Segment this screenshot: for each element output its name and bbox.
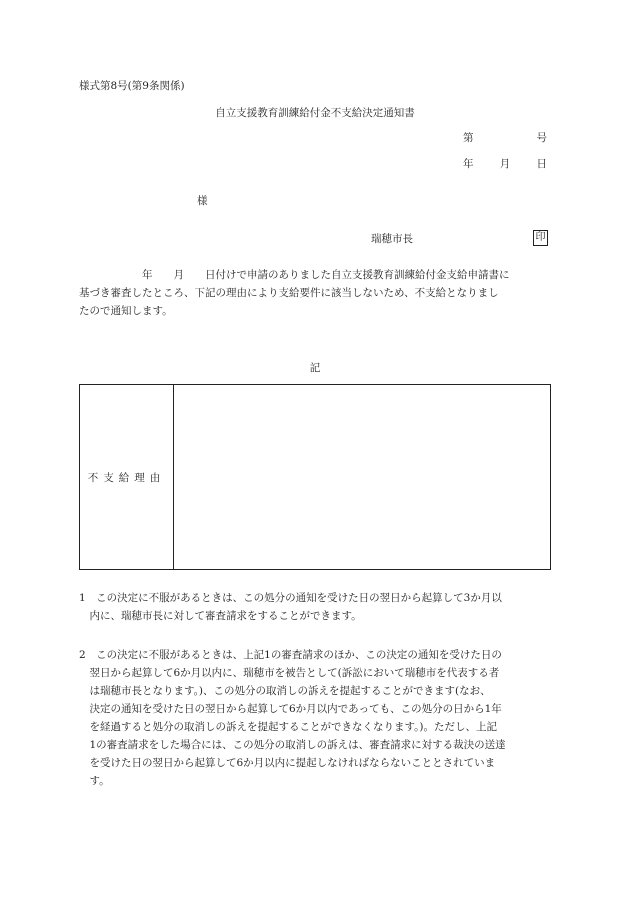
issue-date [463,157,547,172]
reason-table [79,384,551,570]
note-line: 決定の通知を受けた日の翌日から起算して6か月以内であっても、この処分の日から1年 [79,703,502,715]
form-number: 様式第8号(第9条関係) [79,80,185,92]
note-line: を受けた日の翌日から起算して6か月以内に提起しなければならないこととされていま [79,757,496,769]
note-line: 1 この決定に不服があるときは、この処分の通知を受けた日の翌日から起算して3か月以 [79,592,502,604]
note-line: 内に、瑞穂市長に対して審査請求をすることができます。 [79,610,362,622]
seal-stamp: 印 [533,230,548,246]
body-line: 基づき審査したところ、下記の理由により支給要件に該当しないため、不支給となりまし [79,287,499,299]
reason-value-cell [174,385,550,569]
document-number-prefix: 第 [463,132,474,144]
document-number-suffix: 号 [536,132,547,144]
date-month: 月 [499,158,511,170]
addressee-honorific: 様 [197,195,208,207]
note-line: 2 この決定に不服があるときは、上記1の審査請求のほか、この決定の通知を受けた日の [79,649,502,661]
note-2 [79,646,551,790]
document-number [463,131,547,146]
note-line: 翌日から起算して6か月以内に、瑞穂市を被告として(訴訟において瑞穂市を代表する者 [79,667,500,679]
note-line: を経過すると処分の取消しの訴えを提起することができなくなります。)。ただし、上記 [79,721,498,733]
body-line: 年 月 日付けで申請のありました自立支援教育訓練給付金支給申請書に [79,269,510,281]
body-line: たので通知します。 [79,305,173,317]
body-paragraph [79,266,551,320]
ki-heading: 記 [309,362,321,374]
note-1 [79,589,551,625]
note-line: す。 [79,775,110,787]
date-day: 日 [536,158,547,170]
document-title: 自立支援教育訓練給付金不支給決定通知書 [215,107,415,119]
note-line: 1の審査請求をした場合には、この処分の取消しの訴えは、審査請求に対する裁決の送達 [79,739,506,751]
date-year: 年 [463,158,474,170]
reason-label-cell [80,385,174,569]
reason-label: 不支給理由 [87,471,166,484]
note-line: は瑞穂市長となります。)、この処分の取消しの訴えを提起することができます(なお、 [79,685,491,697]
issuer-name: 瑞穂市長 [371,233,413,245]
